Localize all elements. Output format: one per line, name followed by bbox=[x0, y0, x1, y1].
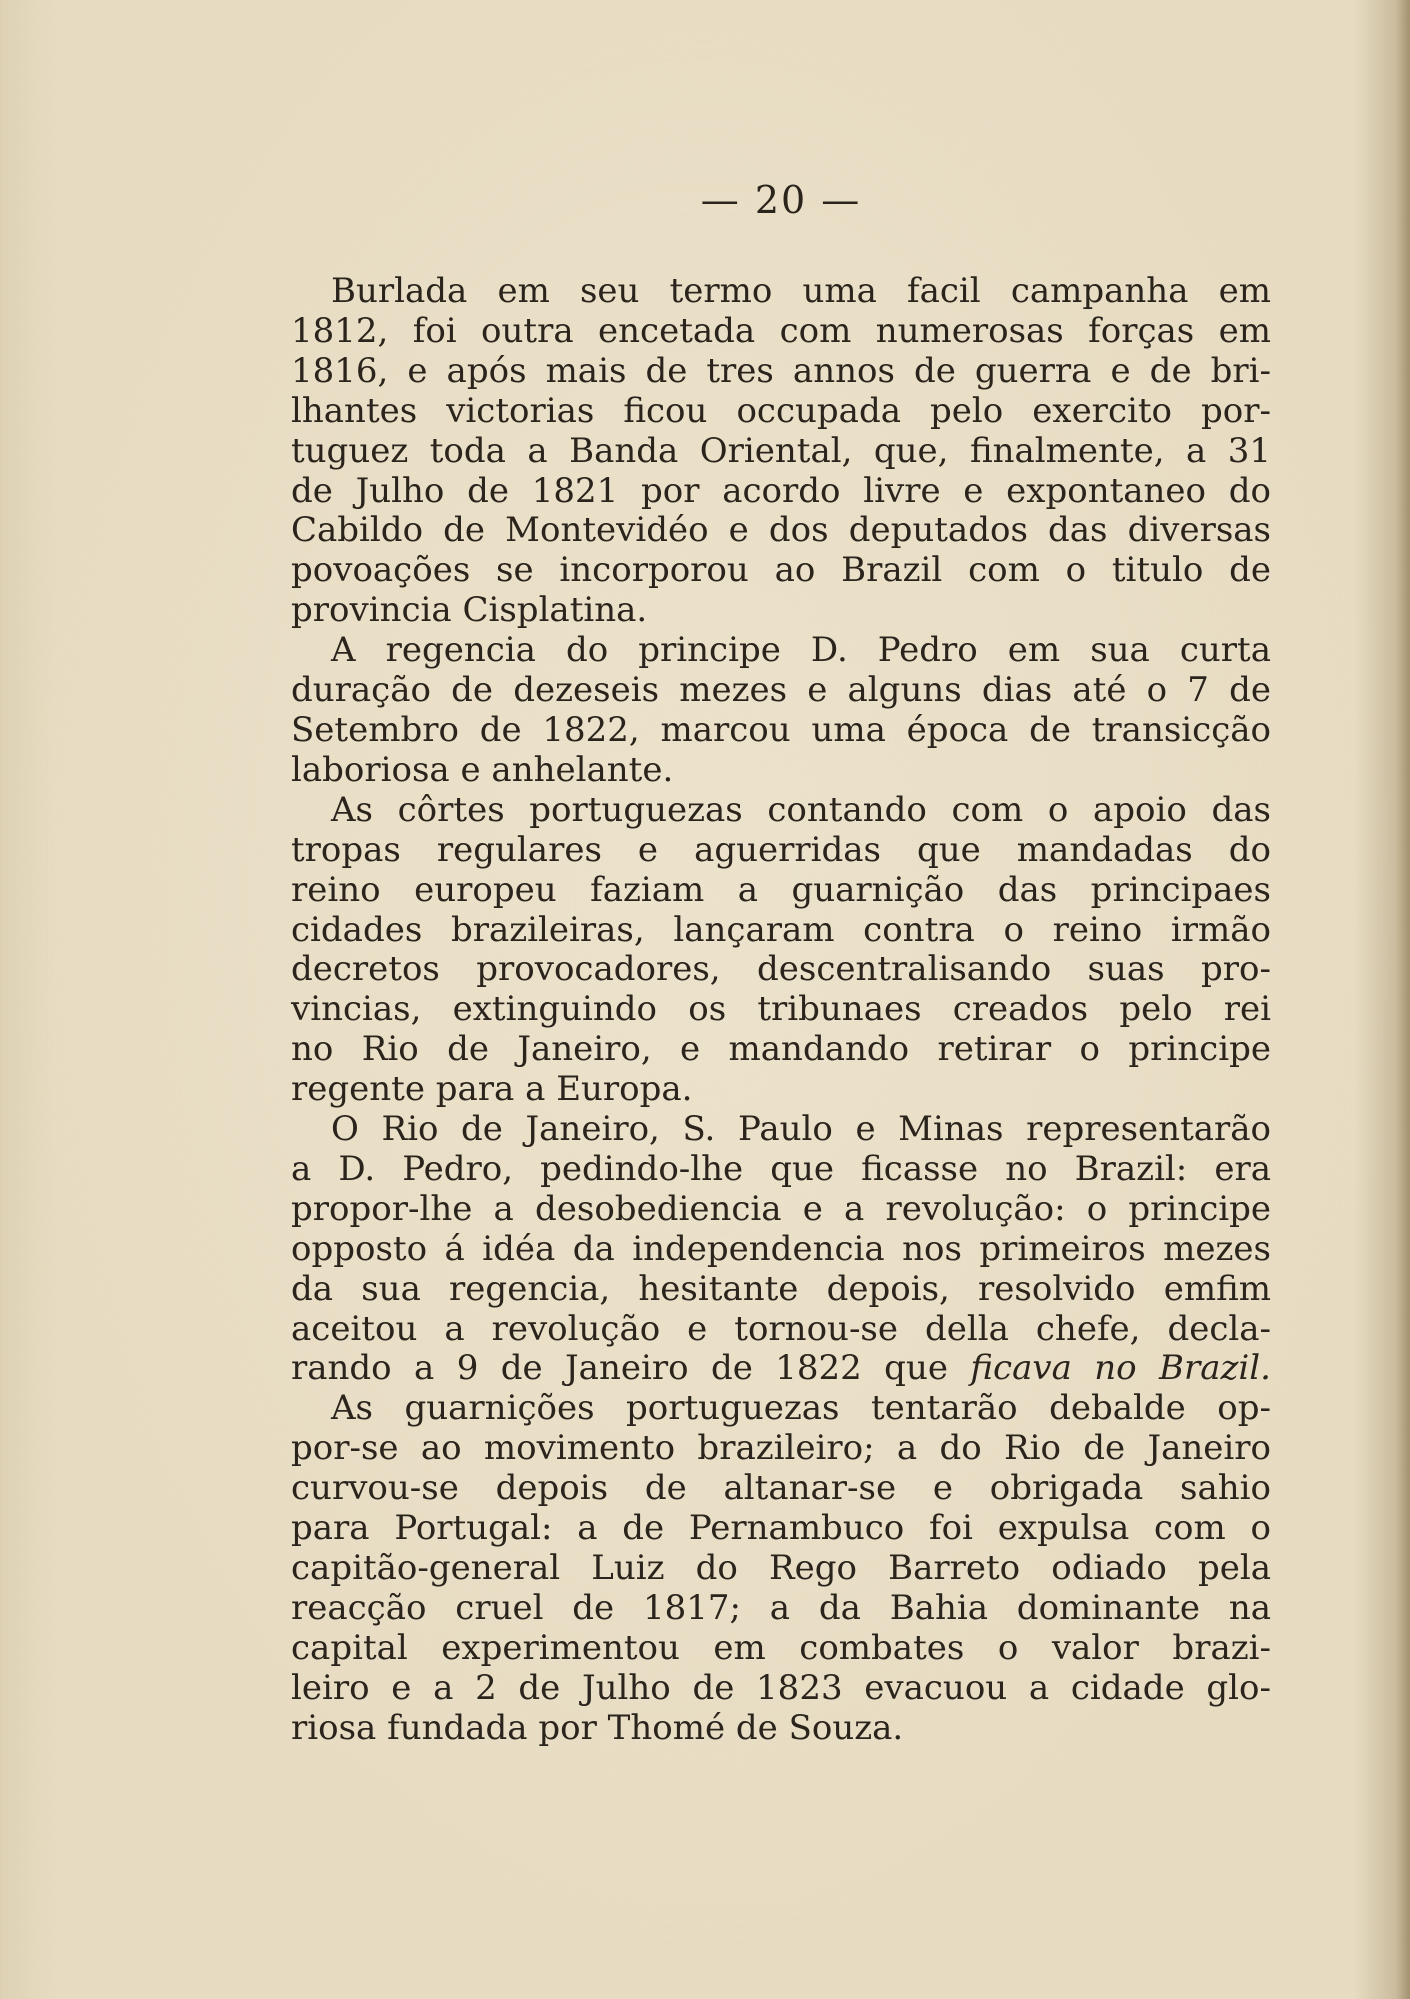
text-line-content: curvou-se depois de altanar-se e obrigada sahio bbox=[291, 1468, 1271, 1509]
text-line-content: leiro e a 2 de Julho de 1823 evacuou a cidade glo- bbox=[291, 1667, 1271, 1708]
text-line bbox=[291, 1070, 1271, 1110]
text-line-content: decretos provocadores, descentralisando suas pro- bbox=[291, 949, 1271, 990]
text-line-content: tropas regulares e aguerridas que mandadas do bbox=[291, 829, 1271, 870]
text-line-content: cidades brazileiras, lançaram contra o reino irmão bbox=[291, 909, 1271, 950]
text-line bbox=[291, 631, 1271, 671]
text-line-content: capital experimentou em combates o valor brazi- bbox=[291, 1627, 1271, 1668]
text-line-content: aceitou a revolução e tornou-se della chefe, decla- bbox=[291, 1308, 1271, 1349]
text-line-content: opposto á idéa da independencia nos primeiros mezes bbox=[291, 1228, 1271, 1269]
text-line bbox=[291, 1310, 1271, 1350]
text-line bbox=[291, 1469, 1271, 1509]
text-line bbox=[291, 711, 1271, 751]
page-edge-shadow bbox=[1396, 0, 1410, 1999]
text-line-content: tuguez toda a Banda Oriental, que, finalmente, a 31 bbox=[291, 430, 1271, 471]
text-line bbox=[291, 751, 1271, 791]
text-line-content: a D. Pedro, pedindo-lhe que ficasse no Brazil: era bbox=[291, 1148, 1271, 1189]
text-line bbox=[291, 312, 1271, 352]
text-line-content: capitão-general Luiz do Rego Barreto odiado pela bbox=[291, 1548, 1271, 1588]
text-line-content: reino europeu faziam a guarnição das principaes bbox=[291, 869, 1271, 910]
text-line-content: por-se ao movimento brazileiro; a do Rio de Janeiro bbox=[291, 1428, 1271, 1469]
text-line bbox=[291, 511, 1271, 551]
text-line bbox=[291, 1030, 1271, 1070]
text-line bbox=[291, 1150, 1271, 1190]
text-line-content: Setembro de 1822, marcou uma época de transicção bbox=[291, 709, 1271, 750]
text-line bbox=[291, 671, 1271, 711]
text-line bbox=[291, 990, 1271, 1030]
text-line-content: rando a 9 de Janeiro de 1822 que bbox=[291, 1348, 971, 1389]
text-line-content: provincia Cisplatina. bbox=[291, 590, 648, 631]
text-line-content: Burlada em seu termo uma facil campanha em bbox=[331, 271, 1271, 311]
text-line bbox=[291, 472, 1271, 512]
text-line bbox=[291, 1349, 1271, 1389]
text-line bbox=[291, 1549, 1271, 1589]
text-line-content: para Portugal: a de Pernambuco foi expulsa com o bbox=[291, 1508, 1271, 1549]
text-line-content: regente para a Europa. bbox=[291, 1069, 693, 1110]
text-line-content: As côrtes portuguezas contando com o apoio das bbox=[331, 789, 1271, 830]
text-line bbox=[291, 1230, 1271, 1270]
page-number: — 20 — bbox=[700, 178, 862, 222]
text-line bbox=[291, 551, 1271, 591]
text-line bbox=[291, 950, 1271, 990]
text-line-content: povoações se incorporou ao Brazil com o titulo de bbox=[291, 550, 1271, 591]
text-line bbox=[291, 1589, 1271, 1629]
text-line bbox=[291, 392, 1271, 432]
text-line-content: A regencia do principe D. Pedro em sua curta bbox=[331, 630, 1271, 671]
text-line bbox=[291, 1669, 1271, 1709]
text-line-content: O Rio de Janeiro, S. Paulo e Minas representarão bbox=[331, 1109, 1271, 1150]
italic-phrase: ficava no Brazil. bbox=[970, 1348, 1271, 1389]
text-line bbox=[291, 831, 1271, 871]
text-line-content: no Rio de Janeiro, e mandando retirar o principe bbox=[291, 1029, 1271, 1070]
text-line-content: As guarnições portuguezas tentarão debalde op- bbox=[331, 1388, 1271, 1429]
text-line-content: vincias, extinguindo os tribunaes creados pelo rei bbox=[291, 989, 1271, 1030]
text-line-content: 1816, e após mais de tres annos de guerra e de bri- bbox=[291, 350, 1271, 391]
text-line bbox=[291, 1629, 1271, 1669]
text-line-content: lhantes victorias ficou occupada pelo exercito por- bbox=[291, 390, 1271, 431]
text-line-content: riosa fundada por Thomé de Souza. bbox=[291, 1707, 904, 1748]
text-line bbox=[291, 871, 1271, 911]
text-line-content: Cabildo de Montevidéo e dos deputados das diversas bbox=[291, 510, 1271, 551]
text-line bbox=[291, 1709, 1271, 1749]
text-line bbox=[291, 1110, 1271, 1150]
text-line-content: de Julho de 1821 por acordo livre e expontaneo do bbox=[291, 470, 1271, 511]
text-line bbox=[291, 1389, 1271, 1429]
text-line bbox=[291, 352, 1271, 392]
text-line bbox=[291, 1190, 1271, 1230]
text-line bbox=[291, 272, 1271, 312]
text-line bbox=[291, 791, 1271, 831]
text-line-content: 1812, foi outra encetada com numerosas forças em bbox=[291, 310, 1271, 351]
text-line bbox=[291, 591, 1271, 631]
text-line bbox=[291, 1270, 1271, 1310]
text-line bbox=[291, 1509, 1271, 1549]
text-line bbox=[291, 432, 1271, 472]
text-line-content: da sua regencia, hesitante depois, resolvido emfim bbox=[291, 1268, 1271, 1309]
body-text bbox=[291, 272, 1271, 1749]
text-line-content: propor-lhe a desobediencia e a revolução: o principe bbox=[291, 1188, 1271, 1229]
text-line bbox=[291, 1429, 1271, 1469]
text-line-content: duração de dezeseis mezes e alguns dias até o 7 de bbox=[291, 670, 1271, 711]
text-line-content: laboriosa e anhelante. bbox=[291, 749, 674, 790]
text-line-content: reacção cruel de 1817; a da Bahia dominante na bbox=[291, 1587, 1271, 1628]
text-line bbox=[291, 911, 1271, 951]
